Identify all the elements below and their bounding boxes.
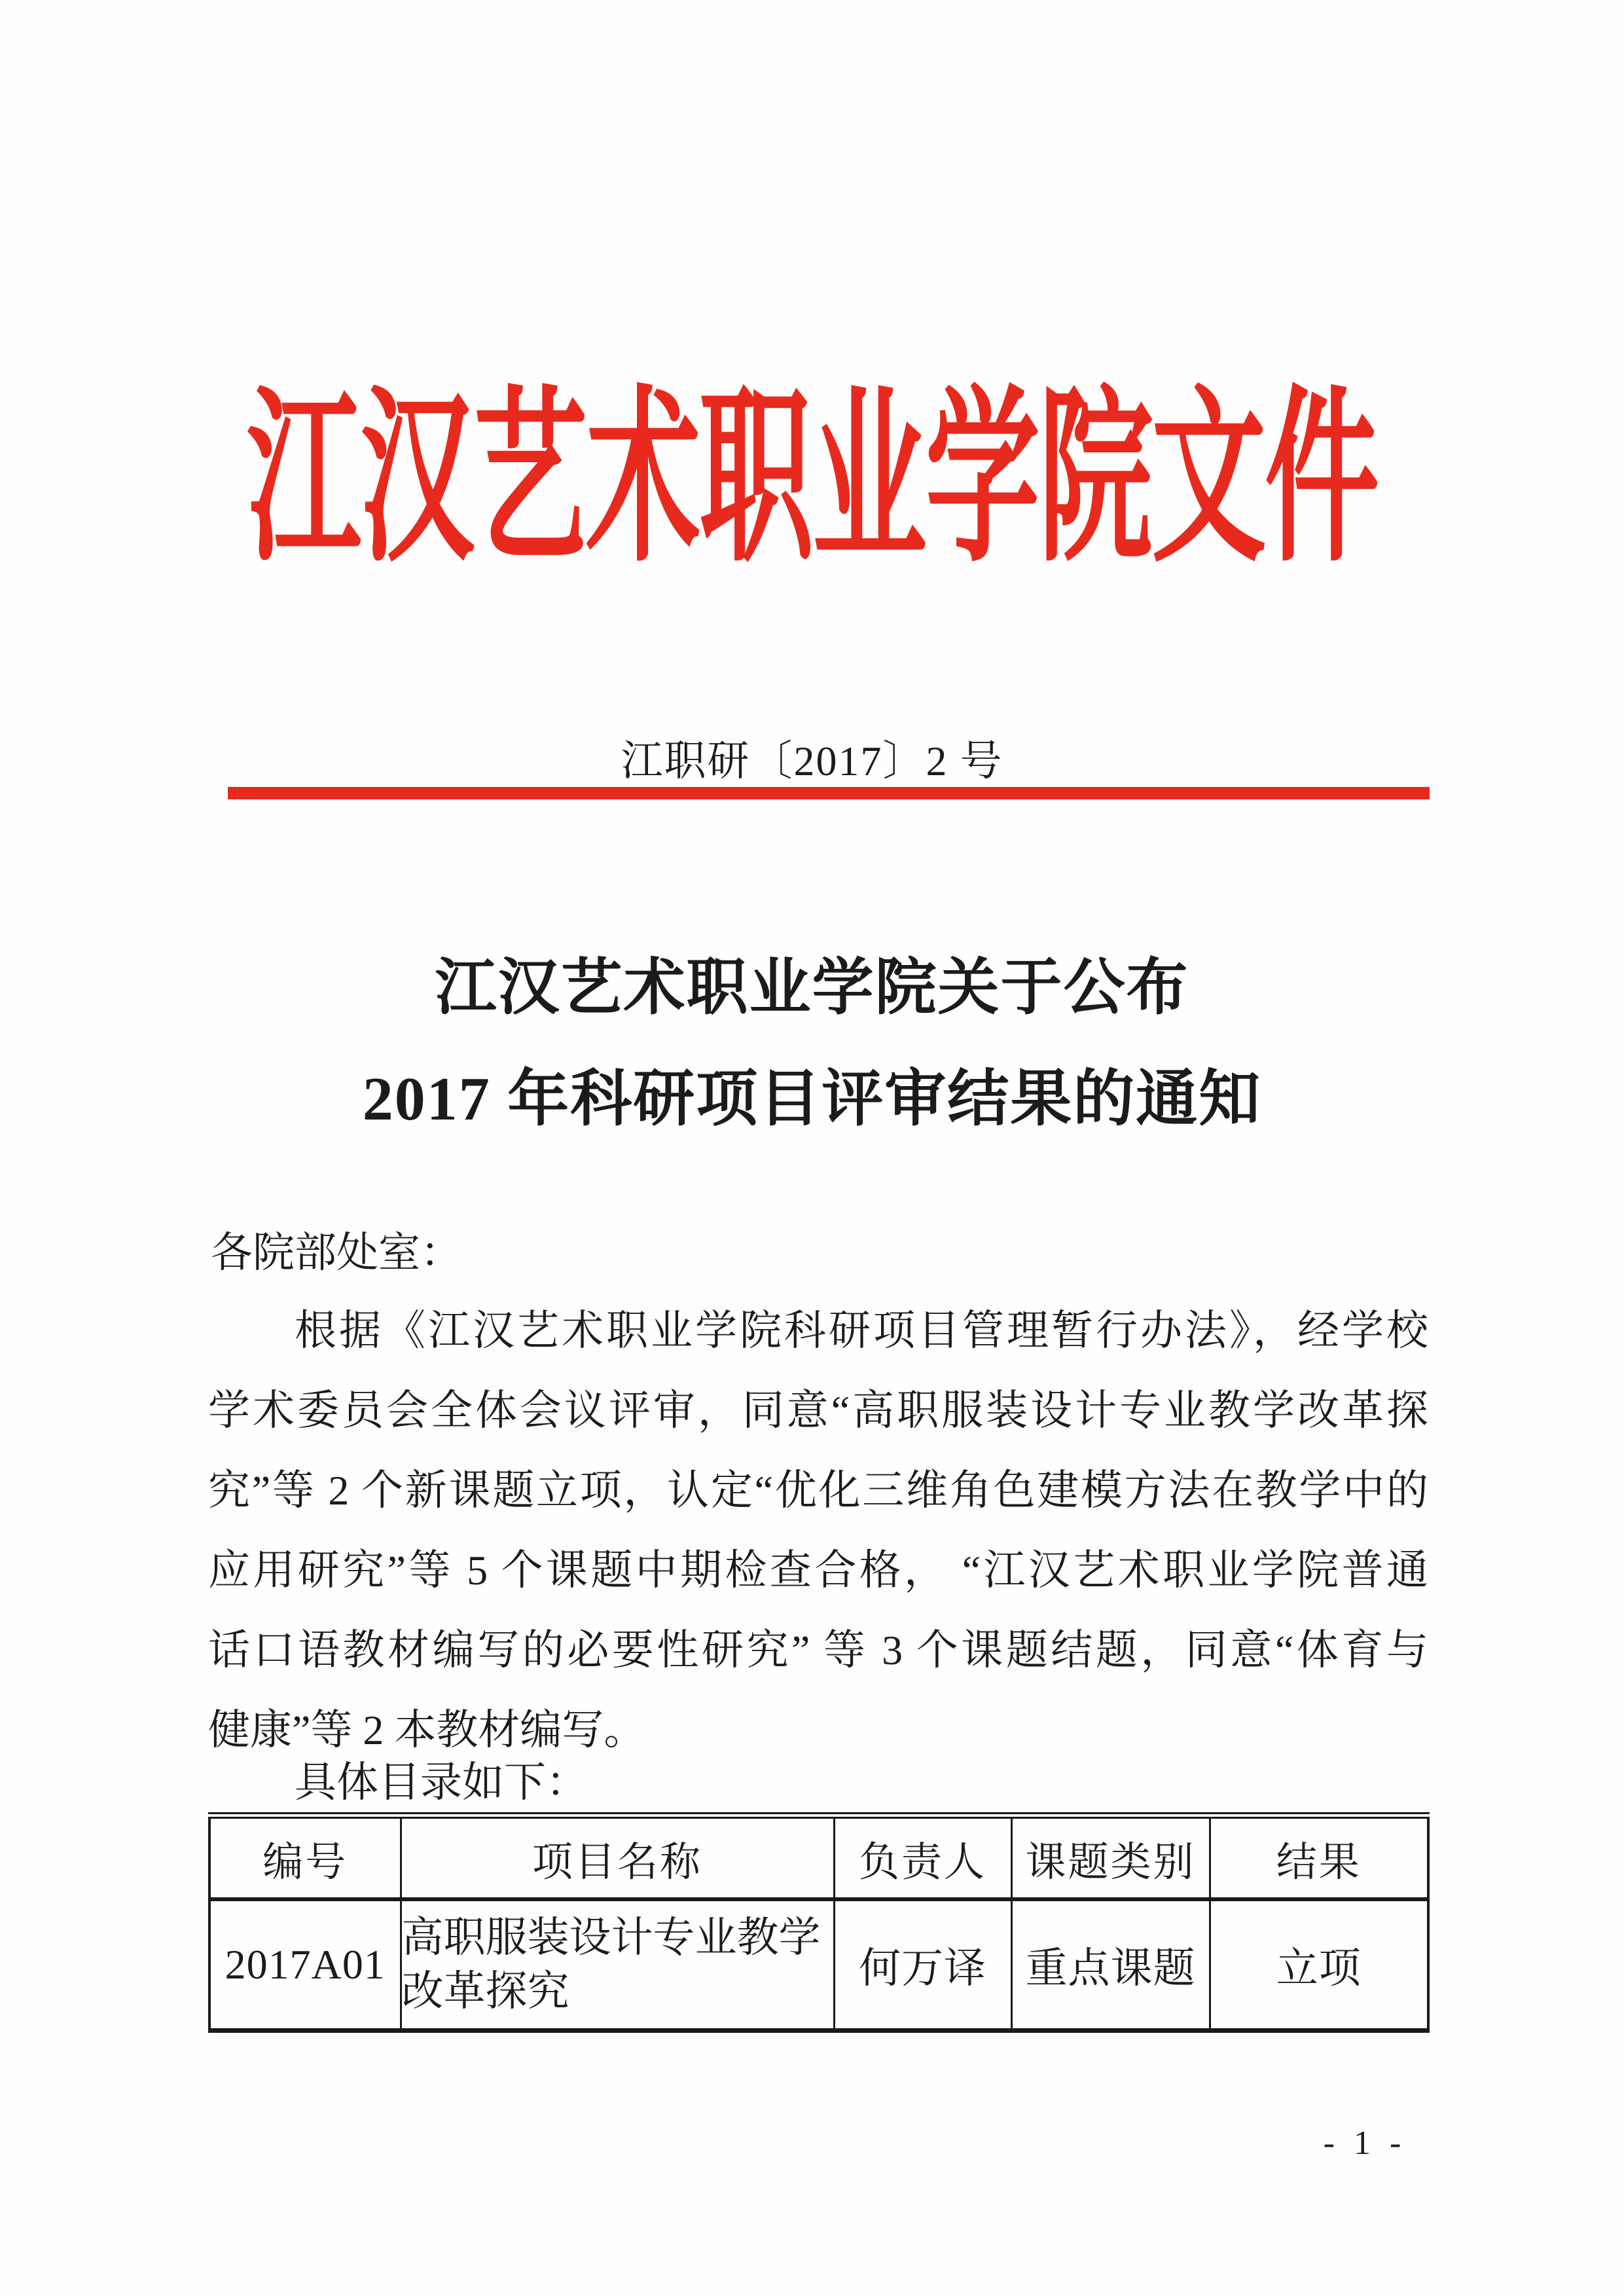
salutation: 各院部处室： (211, 1230, 462, 1276)
body-line-1: 根据《江汉艺术职业学院科研项目管理暂行办法》，经学校 (295, 1307, 1428, 1354)
body-line-4: 应用研究”等 5 个课题中期检查合格， “江汉艺术职业学院普通 (208, 1547, 1428, 1594)
header-cell-code: 编号 (209, 1815, 401, 1899)
body-line-3: 究”等 2 个新课题立项，认定“优化三维角色建模方法在教学中的 (208, 1467, 1428, 1514)
cell-code: 2017A01 (209, 1899, 401, 2030)
page-number: - 1 - (1323, 2124, 1407, 2162)
catalog-label: 具体目录如下： (295, 1759, 588, 1806)
body-line-5: 话口语教材编写的必要性研究” 等 3 个课题结题，同意“体育与 (208, 1627, 1428, 1673)
cell-project-name: 高职服装设计专业教学改革探究 (401, 1899, 834, 2030)
body-line-6: 健康”等 2 本教材编写。 (208, 1707, 646, 1753)
header-cell-project-name: 项目名称 (401, 1815, 834, 1899)
body-paragraph (208, 1291, 1428, 1770)
header-cell-category: 课题类别 (1011, 1815, 1210, 1899)
notice-title-line-2: 2017 年科研项目评审结果的通知 (362, 1065, 1262, 1133)
results-table (208, 1812, 1430, 2033)
notice-title-line-1: 江汉艺术职业学院关于公布 (435, 954, 1189, 1022)
red-divider-line (228, 787, 1430, 799)
letterhead (0, 376, 1624, 585)
cell-result: 立项 (1210, 1899, 1428, 2030)
body-line-2: 学术委员会全体会议评审，同意“高职服装设计专业教学改革探 (208, 1387, 1428, 1434)
table-header-row (209, 1815, 1428, 1899)
notice-title (0, 932, 1624, 1155)
header-cell-leader: 负责人 (834, 1815, 1011, 1899)
letterhead-title: 江汉艺术职业学院文件 (246, 376, 1378, 585)
table-row (209, 1899, 1428, 2030)
header-cell-result: 结果 (1210, 1815, 1428, 1899)
doc-number: 江职研〔2017〕2 号 (621, 738, 1003, 784)
cell-category: 重点课题 (1011, 1899, 1210, 2030)
cell-leader: 何万译 (834, 1899, 1011, 2030)
